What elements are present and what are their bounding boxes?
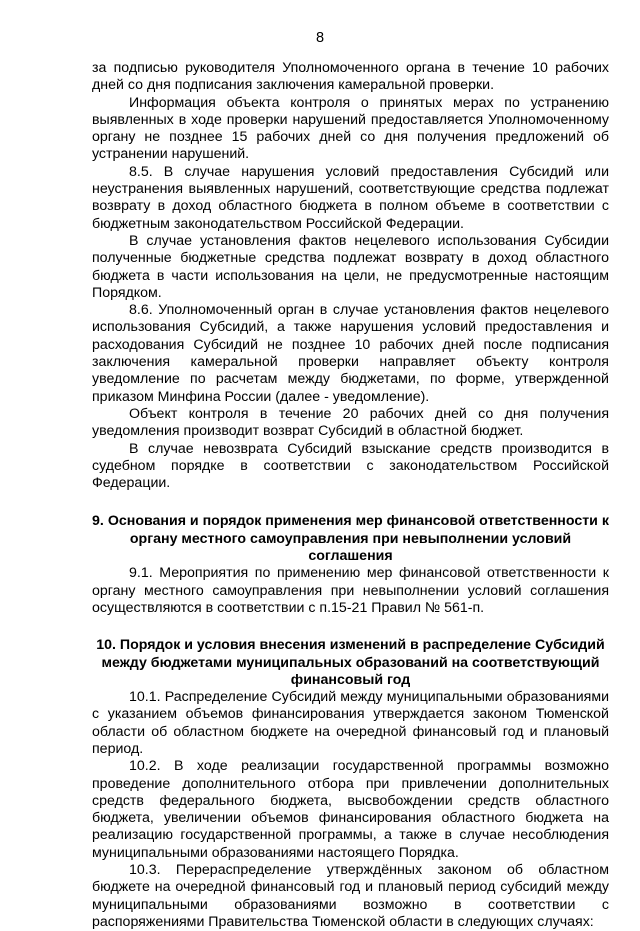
- paragraph: В случае установления фактов нецелевого использования Субсидии полученные бюджетные средства подлежат возврату в доход областного бюджета в части использования на цели, не предусмотренные настоящим Порядком.: [92, 232, 609, 301]
- paragraph-continuation: за подписью руководителя Уполномоченного органа в течение 10 рабочих дней со дня подписания заключения камеральной проверки.: [92, 60, 609, 94]
- page-number: 8: [315, 30, 325, 46]
- paragraph-8-6: 8.6. Уполномоченный орган в случае установления фактов нецелевого использования Субсидий, а также нарушения условий предоставления и расходования Субсидий не позднее 10 рабочих дней после подписания заключения камеральной проверки направляет объекту контроля уведомление по расчетам между бюджетами, по форме, утвержденной приказом Минфина России (далее - уведомление).: [92, 302, 609, 405]
- paragraph: Объект контроля в течение 20 рабочих дней со дня получения уведомления производит возврат Субсидий в областной бюджет.: [92, 405, 609, 440]
- paragraph: В случае невозврата Субсидий взыскание средств производится в судебном порядке в соответствии с законодательством Российской Федерации.: [92, 440, 609, 492]
- paragraph-10-1: 10.1. Распределение Субсидий между муниципальными образованиями с указанием объемов финансирования утверждается законом Тюменской области об областном бюджете на очередной финансовый год и плановый период.: [92, 689, 609, 757]
- paragraph-8-5: 8.5. В случае нарушения условий предоставления Субсидий или неустранения выявленных нарушений, соответствующие средства подлежат возврату в доход областного бюджета в полном объеме в соответствии с бюджетным законодательством Российской Федерации.: [92, 163, 609, 232]
- paragraph: Информация объекта контроля о принятых мерах по устранению выявленных в ходе проверки нарушений предоставляется Уполномоченному органу не позднее 15 рабочих дней со дня получения предложений об устранении нарушений.: [92, 94, 609, 163]
- document-body: [92, 60, 609, 931]
- spacer: [92, 492, 609, 513]
- spacer: [92, 617, 609, 637]
- section-9-heading: 9. Основания и порядок применения мер финансовой ответственности к органу местного самоуправления при невыполнении условий соглашения: [92, 513, 609, 565]
- paragraph-9-1: 9.1. Мероприятия по применению мер финансовой ответственности к органу местного самоуправления при невыполнении условий соглашения осуществляются в соответствии с п.15-21 Правил № 561-п.: [92, 565, 609, 616]
- paragraph-10-3: 10.3. Перераспределение утверждённых законом об областном бюджете на очередной финансовый год и плановый период субсидий между муниципальными образованиями возможно в соответствии с распоряжениями Правительства Тюменской области в следующих случаях:: [92, 862, 609, 930]
- section-10-heading: 10. Порядок и условия внесения изменений в распределение Субсидий между бюджетами муниципальных образований на соответствующий финансовый год: [96, 637, 605, 688]
- paragraph-10-2: 10.2. В ходе реализации государственной программы возможно проведение дополнительного отбора при привлечении дополнительных средств федерального бюджета, высвобождении средств областного бюджета, увеличении объемов финансирования областного бюджета на реализацию государственной программы, а также в случае несоблюдения муниципальными образованиями настоящего Порядка.: [92, 758, 609, 861]
